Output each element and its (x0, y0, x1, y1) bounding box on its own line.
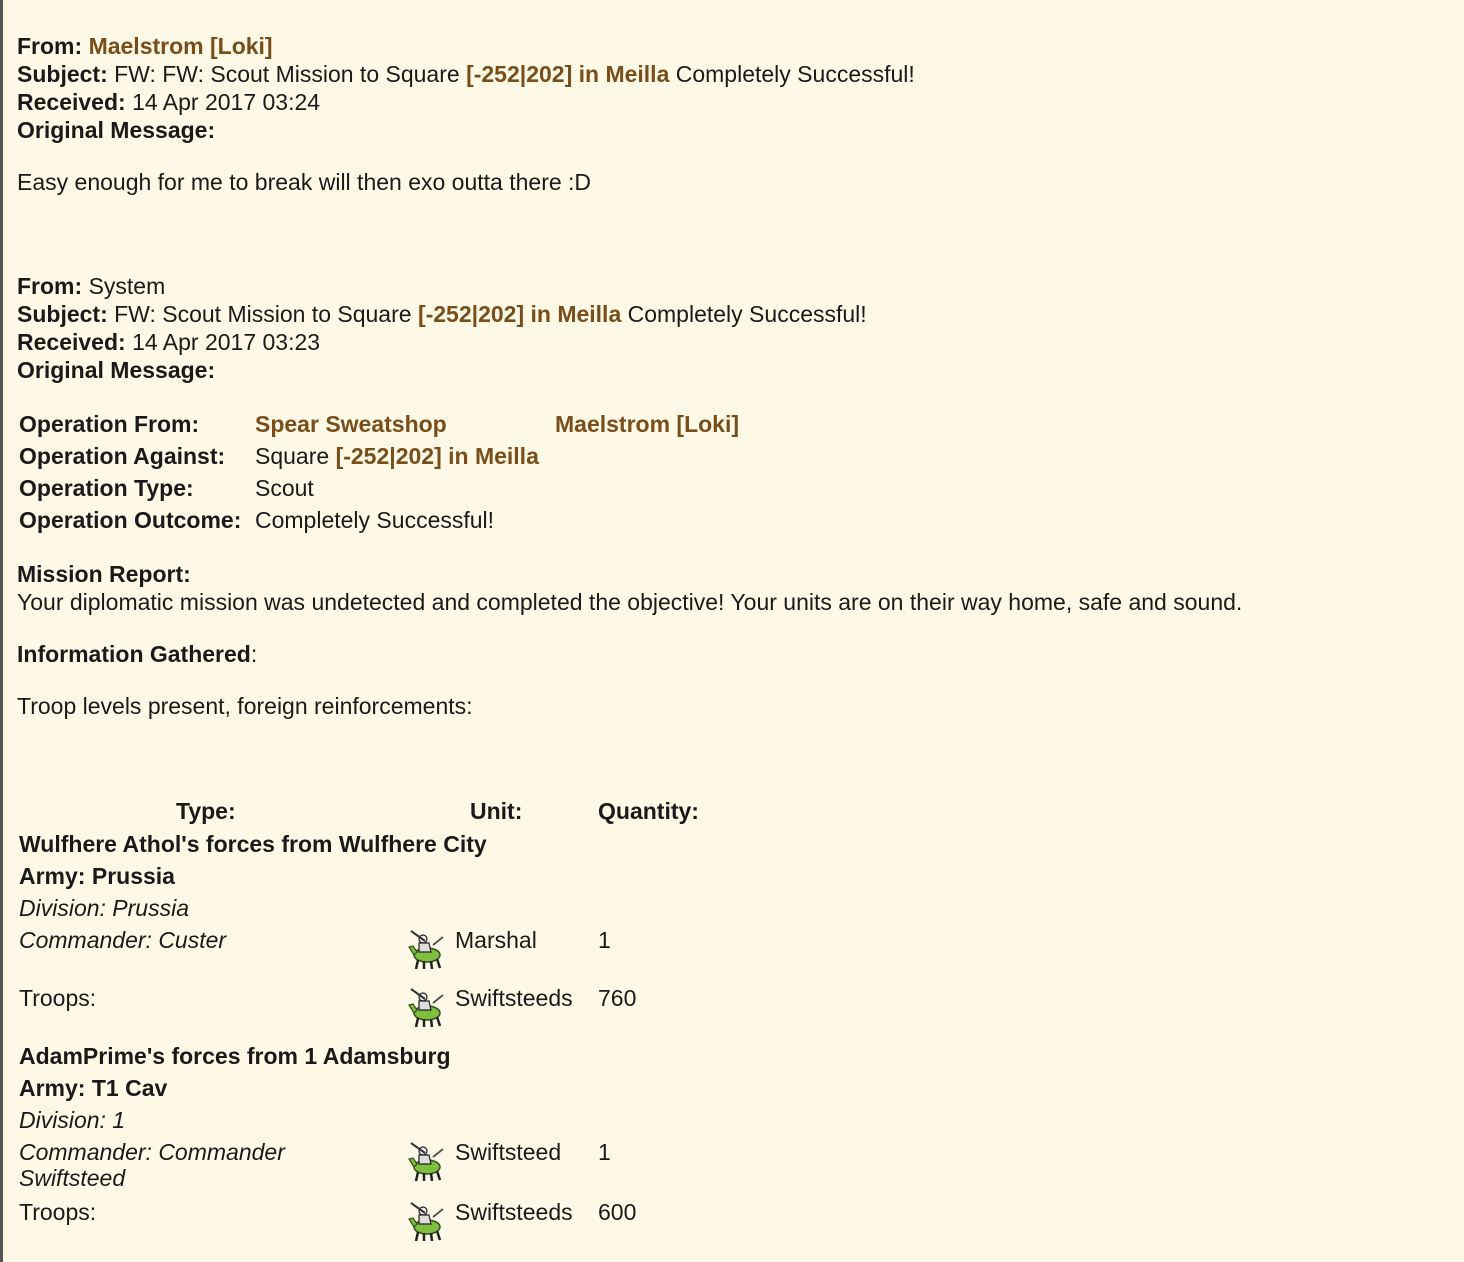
troops-quantity: 600 (598, 1199, 637, 1225)
cavalry-unit-icon (405, 983, 449, 1029)
commander-name-line-2: Swiftsteed (19, 1165, 126, 1191)
operation-type-label: Operation Type: (19, 475, 194, 501)
message-2-header (17, 272, 867, 384)
received-value: 14 Apr 2017 03:23 (132, 329, 321, 355)
type-header: Type: (176, 798, 236, 824)
group-title: Wulfhere Athol's forces from Wulfhere City (19, 831, 487, 857)
commander-name: Commander: Custer (19, 927, 227, 953)
from-label: From: (17, 273, 83, 299)
operation-from-label: Operation From: (19, 411, 200, 437)
operation-outcome-value: Completely Successful! (255, 507, 495, 533)
subject-suffix: Completely Successful! (627, 301, 867, 327)
troops-unit: Swiftsteeds (455, 985, 573, 1011)
received-label: Received: (17, 329, 126, 355)
subject-label: Subject: (17, 61, 108, 87)
quantity-header: Quantity: (598, 798, 699, 824)
cavalry-unit-icon (405, 1197, 449, 1243)
message-1-header (17, 32, 915, 144)
troops-unit: Swiftsteeds (455, 1199, 573, 1225)
colon: : (250, 641, 258, 667)
operation-outcome-label: Operation Outcome: (19, 507, 242, 533)
from-player-link[interactable]: Maelstrom [Loki] (88, 33, 273, 59)
operation-from-player-link[interactable]: Maelstrom [Loki] (555, 411, 740, 437)
troops-label: Troops: (19, 985, 97, 1011)
subject-text: FW: FW: Scout Mission to Square (114, 61, 460, 87)
received-value: 14 Apr 2017 03:24 (132, 89, 321, 115)
operation-type-value: Scout (255, 475, 314, 501)
troops-label: Troops: (19, 1199, 97, 1225)
commander-name-line-1: Commander: Commander (19, 1139, 285, 1165)
from-label: From: (17, 33, 83, 59)
cavalry-unit-icon (405, 925, 449, 971)
commander-unit: Marshal (455, 927, 537, 953)
operation-against-text: Square (255, 443, 330, 469)
square-link[interactable]: [-252|202] in Meilla (417, 301, 622, 327)
original-message-label: Original Message: (17, 357, 216, 383)
left-border (0, 0, 3, 1262)
mission-report (17, 560, 1242, 616)
from-value: System (88, 273, 166, 299)
army-name: Army: T1 Cav (19, 1075, 168, 1101)
cavalry-unit-icon (405, 1137, 449, 1183)
commander-quantity: 1 (598, 927, 611, 953)
subject-text: FW: Scout Mission to Square (114, 301, 412, 327)
commander-unit: Swiftsteed (455, 1139, 562, 1165)
subject-suffix: Completely Successful! (675, 61, 915, 87)
unit-header: Unit: (470, 798, 523, 824)
original-message-label: Original Message: (17, 117, 216, 143)
division-name: Division: 1 (19, 1107, 126, 1133)
information-gathered (17, 640, 257, 668)
troop-levels-intro: Troop levels present, foreign reinforcements: (17, 693, 473, 719)
group-title: AdamPrime's forces from 1 Adamsburg (19, 1043, 451, 1069)
received-label: Received: (17, 89, 126, 115)
commander-quantity: 1 (598, 1139, 611, 1165)
army-name: Army: Prussia (19, 863, 175, 889)
subject-label: Subject: (17, 301, 108, 327)
commander-name (19, 1139, 285, 1191)
operation-against-label: Operation Against: (19, 443, 226, 469)
message-1-body: Easy enough for me to break will then exo outta there :D (17, 169, 592, 195)
operation-against-link[interactable]: [-252|202] in Meilla (335, 443, 539, 469)
division-name: Division: Prussia (19, 895, 189, 921)
troops-quantity: 760 (598, 985, 637, 1011)
mission-report-text: Your diplomatic mission was undetected and completed the objective! Your units are on their way home, safe and sound. (17, 589, 1243, 615)
mission-report-label: Mission Report: (17, 561, 191, 587)
square-link[interactable]: [-252|202] in Meilla (466, 61, 670, 87)
operation-from-city-link[interactable]: Spear Sweatshop (255, 411, 447, 437)
information-gathered-label: Information Gathered (17, 641, 251, 667)
